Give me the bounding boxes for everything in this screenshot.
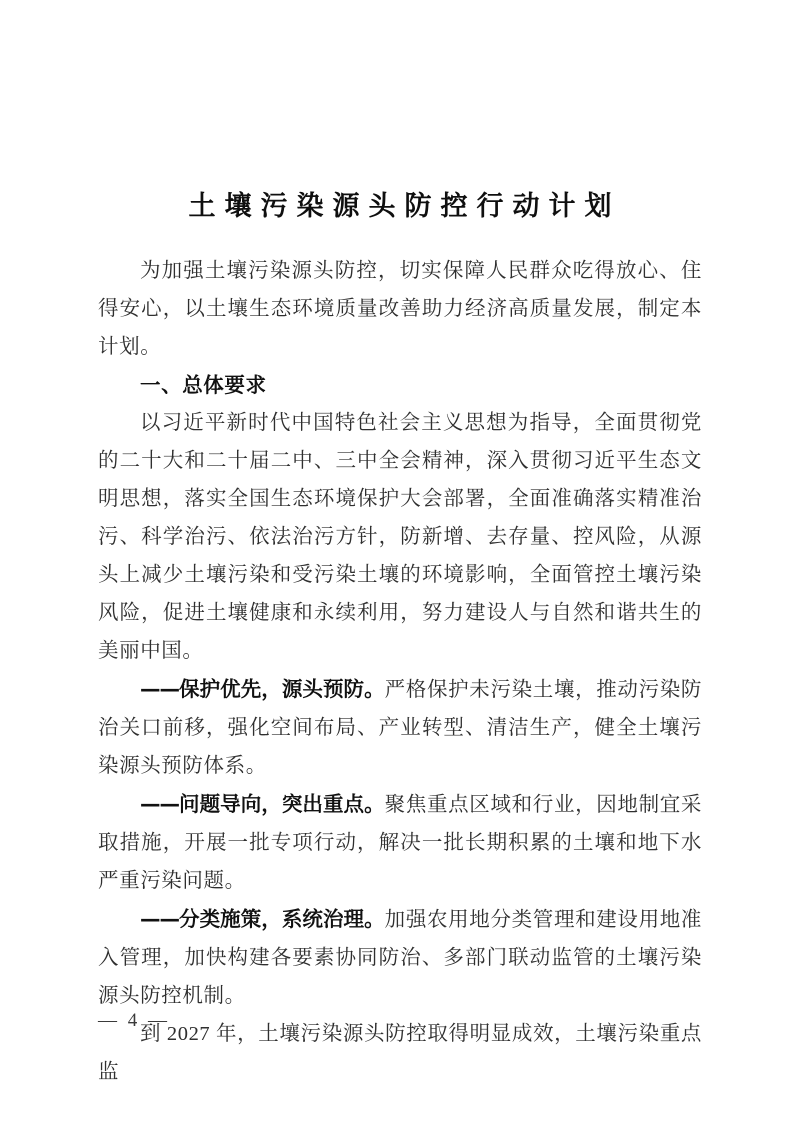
principle-text-3: 加强农用地分类管理和建设用地准入管理，加快构建各要素协同防治、多部门联动监管的土壤污染源头防控机制。 bbox=[98, 909, 703, 1007]
page-number-footer: — 4 — bbox=[98, 1010, 170, 1031]
guiding-ideology-paragraph: 以习近平新时代中国特色社会主义思想为指导，全面贯彻党的二十大和二十届二中、三中全会精神，深入贯彻习近平生态文明思想，落实全国生态环境保护大会部署，全面准确落实精准治污、科学治污、依法治污方针，防新增、去存量、控风险，从源头上减少土壤污染和受污染土壤的环境影响，全面管控土壤污染风险，促进土壤健康和永续利用，努力建设人与自然和谐共生的美丽中国。 bbox=[98, 412, 702, 662]
principle-text-2: 聚焦重点区域和行业，因地制宜采取措施，开展一批专项行动，解决一批长期积累的土壤和地下水严重污染问题。 bbox=[98, 794, 703, 892]
page-title: 土壤污染源头防控行动计划 bbox=[188, 191, 621, 223]
principle-paragraph-2 bbox=[98, 785, 702, 900]
principle-lead-3: 分类施策，系统治理。 bbox=[179, 907, 385, 931]
principle-dash-2: —— bbox=[140, 792, 179, 816]
principle-lead-1: 保护优先，源头预防。 bbox=[179, 677, 385, 701]
principle-paragraph-1 bbox=[98, 670, 702, 785]
section-heading-overall-requirements: 一、总体要求 bbox=[140, 373, 267, 397]
principle-dash-3: —— bbox=[140, 907, 179, 931]
principle-dash-1: —— bbox=[140, 677, 179, 701]
target-paragraph: 到 2027 年，土壤污染源头防控取得明显成效，土壤污染重点监 bbox=[98, 1023, 702, 1083]
principle-text-1: 严格保护未污染土壤，推动污染防治关口前移，强化空间布局、产业转型、清洁生产，健全土壤污染源头预防体系。 bbox=[98, 679, 703, 777]
principle-lead-2: 问题导向，突出重点。 bbox=[179, 792, 385, 816]
principle-paragraph-3 bbox=[98, 900, 702, 1015]
intro-paragraph: 为加强土壤污染源头防控，切实保障人民群众吃得放心、住得安心，以土壤生态环境质量改善助力经济高质量发展，制定本计划。 bbox=[98, 260, 702, 358]
document-body bbox=[98, 252, 702, 1091]
